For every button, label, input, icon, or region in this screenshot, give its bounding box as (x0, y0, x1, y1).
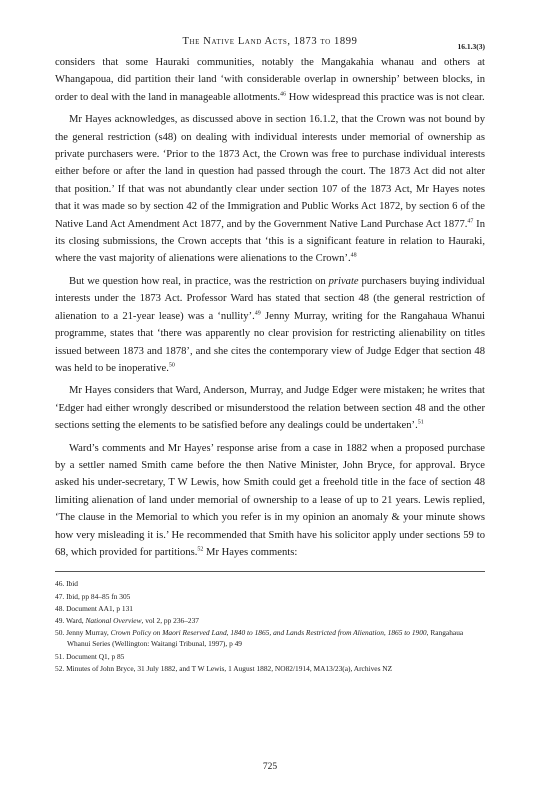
footnote-reference: 52 (197, 546, 204, 553)
italic-text: private (328, 275, 359, 287)
body-paragraph (55, 54, 485, 106)
text-run: Jenny Murray, writing for the Rangahaua Whanui programme, states that ‘there was apparently no clear provision for restricting alienability on titles issued between 1873 and 1878’, and she cites the contemporary view of Judge Edger that section 48 was held to be inoperative. (55, 310, 485, 374)
text-run: , vol 2, pp 236–237 (141, 615, 199, 625)
body-paragraph (55, 273, 485, 377)
running-head (55, 28, 485, 50)
body-paragraph (55, 440, 485, 562)
footnote (55, 615, 485, 626)
text-run: How widespread this practice was is not clear. (286, 91, 485, 103)
italic-text: National Overview (85, 615, 142, 625)
footnote-reference: 49 (254, 310, 261, 317)
text-run: Mr Hayes considers that Ward, Anderson, Murray, and Judge Edger were mistaken; he writes that ‘Edger had either wrongly described or misunderstood the relation between section 48 and the other sections setting the elements to be satisfied before any dealings could be undertaken’. (55, 385, 485, 432)
text-run: Mr Hayes comments: (203, 546, 298, 558)
text-run: 46. Ibid (55, 579, 78, 589)
footnote-reference: 47 (467, 218, 474, 225)
footnote (55, 591, 485, 602)
footnote (55, 603, 485, 614)
text-run: , Rangahaua Whanui Series (Wellington: Waitangi Tribunal, 1997), p 49 (67, 628, 464, 649)
body-paragraph (55, 111, 485, 268)
footnote (55, 651, 485, 662)
footnote-rule (55, 571, 485, 572)
body-paragraph (55, 382, 485, 434)
running-title: The Native Land Acts, 1873 to 1899 (182, 36, 358, 47)
italic-text: Crown Policy on Maori Reserved Land, 1840 to 1865, and Lands Restricted from Alienation, 1865 to 1900 (110, 628, 427, 638)
footnotes (55, 578, 485, 674)
text-run: Mr Hayes acknowledges, as discussed above in section 16.1.2, that the Crown was not bound by the general restriction (s48) on dealing with individual interests under memorial of ownership as private purchasers were. ‘Prior to the 1873 Act, the Crown was free to purchase individual interests either before or after the land in question had passed through the court. The 1873 Act did not alter that position.’ If that was not abundantly clear under section 107 of the 1873 Act, Mr Hayes notes that it was made so by section 42 of the Immigration and Public Works Act 1872, by section 6 of the Native Land Act Amendment Act 1877, and by the Government Native Land Purchase Act 1877. (55, 114, 485, 230)
text-run: considers that some Hauraki communities, notably the Mangakahia whanau and others at Whangapoua, did partition their land ‘with considerable overlap in ownership’ between blocks, in order to deal with the land in manageable allotments. (55, 57, 485, 103)
text-run: 50. Jenny Murray, (55, 628, 111, 638)
text-run: In its closing submissions, the Crown accepts that ‘this is a significant feature in relation to Hauraki, where the vast majority of alienations were alienations to the Crown’. (55, 218, 486, 265)
text-run: But we question how real, in practice, was the restriction on (69, 275, 329, 287)
footnote-reference: 46 (280, 91, 287, 98)
text-run: Ward’s comments and Mr Hayes’ response arise from a case in 1882 when a proposed purchase by a settler named Smith came before the then Native Minister, John Bryce, for approval. Bryce asked his under-secretary, T W Lewis, how Smith could get a freehold title in the face of section 48 limiting alienation of land under memorial of ownership to a lease of up to 21 years. Lewis replied, ‘The clause in the Memorial to which you refer is in my opinion an anomaly & your minute shows how very misleading it is.’ He recommended that Smith have his solicitor apply under sections 59 to 68, which provided for partitions. (55, 442, 485, 558)
footnote-reference: 50 (168, 362, 175, 369)
footnote-reference: 51 (417, 419, 424, 426)
footnote (55, 627, 485, 649)
text-run: 49. Ward, (55, 615, 86, 625)
text-run: 48. Document AA1, p 131 (55, 603, 134, 613)
text-run: 47. Ibid, pp 84–85 fn 305 (55, 591, 131, 601)
footnote (55, 663, 485, 674)
text-run: purchasers buying individual interests under the 1873 Act. Professor Ward has stated that section 48 (the general restriction of alienation to a 21-year lease) was a ‘nullity’. (55, 275, 485, 322)
section-reference: 16.1.3(3) (457, 42, 485, 51)
footnote-reference: 48 (350, 252, 357, 259)
page-number: 725 (262, 762, 278, 772)
text-run: 51. Document Q1, p 85 (55, 651, 125, 661)
footnote (55, 578, 485, 589)
document-page (55, 28, 485, 778)
text-run: 52. Minutes of John Bryce, 31 July 1882, and T W Lewis, 1 August 1882, NO82/1914, MA13/23(a), Archives NZ (55, 663, 393, 673)
body-text (55, 54, 485, 561)
